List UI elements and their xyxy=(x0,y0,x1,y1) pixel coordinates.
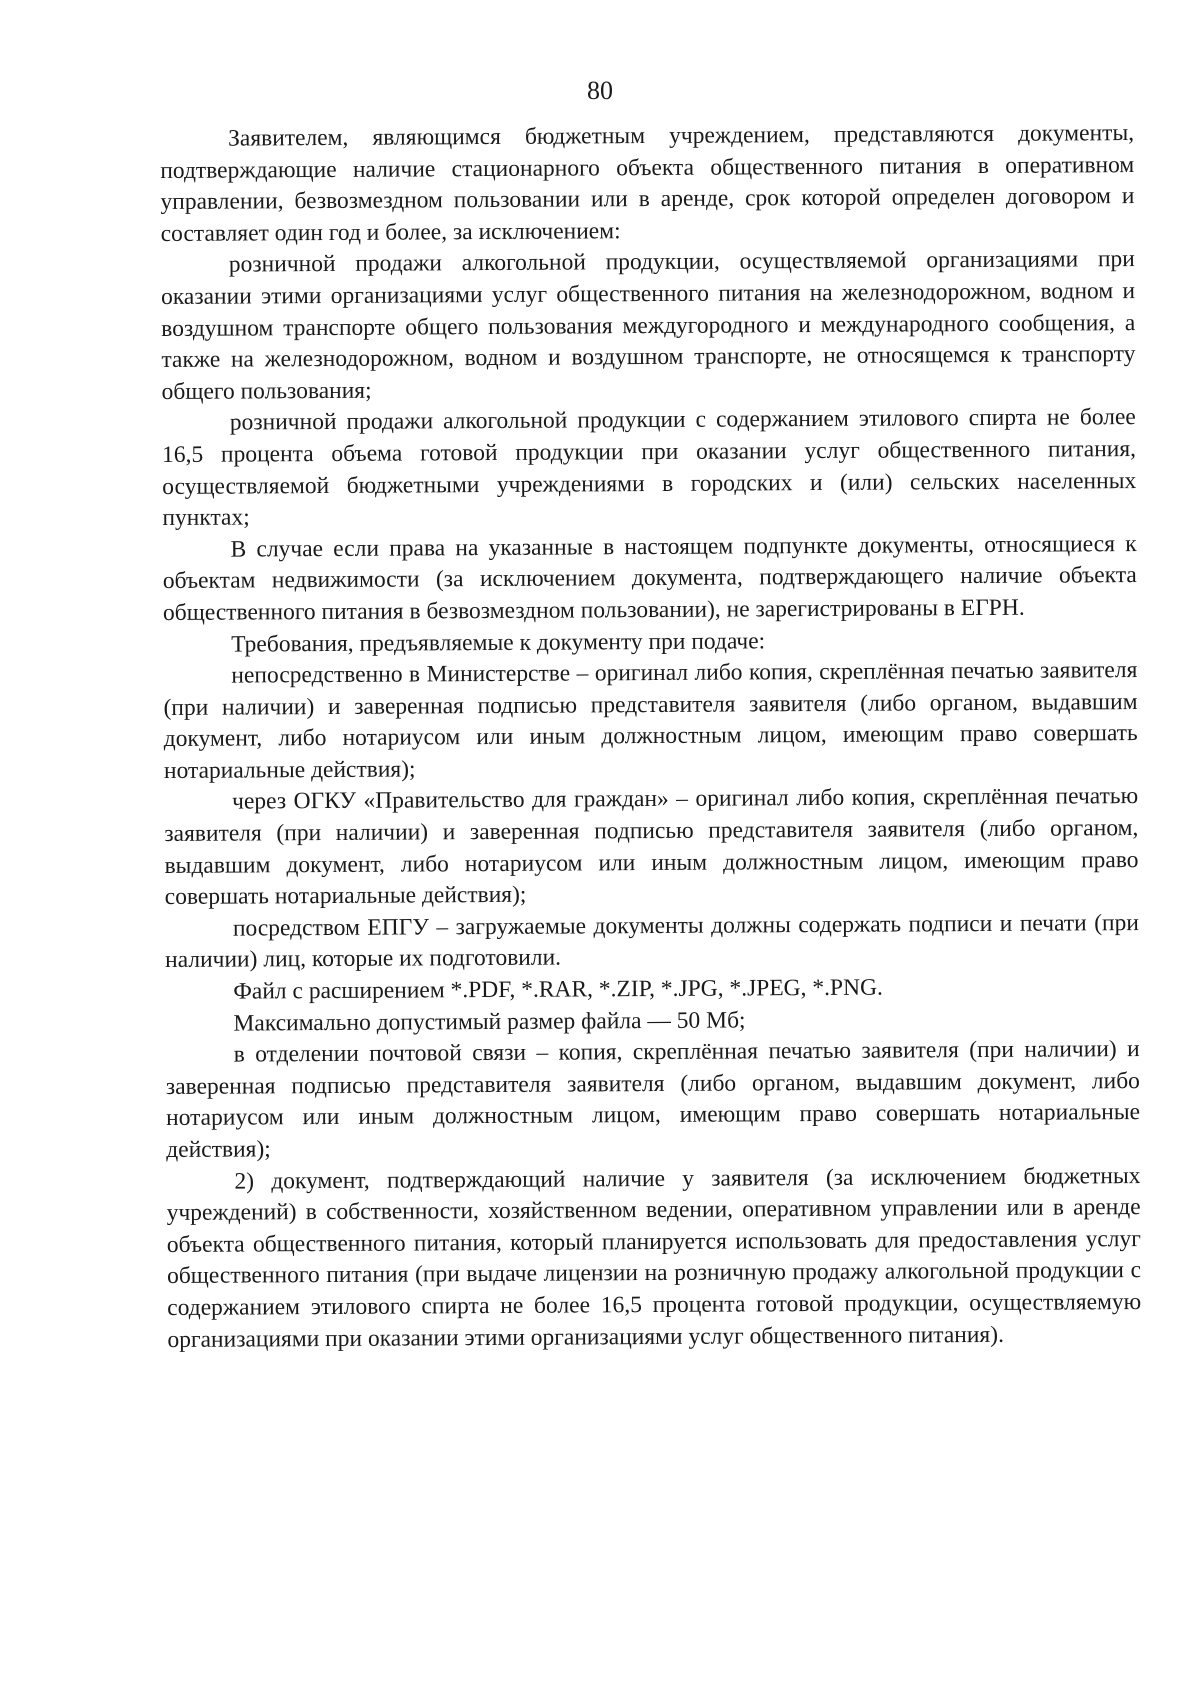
paragraph-epgu-submission: посредством ЕПГУ – загружаемые документы должны содержать подписи и печати (при наличии) лиц, которые их подготовили. xyxy=(165,909,1139,974)
document-body xyxy=(160,118,1142,1356)
page-number: 80 xyxy=(587,76,613,105)
paragraph-submission-requirements: Требования, предъявляемые к документу при подаче: xyxy=(231,627,766,658)
paragraph-egrn-registration: В случае если права на указанные в настоящем подпункте документы, относящиеся к объектам недвижимости (за исключением документа, подтверждающего наличие объекта общественного питания в безвозмездном пользовании), не зарегистрированы в ЕГРН. xyxy=(162,530,1137,626)
paragraph-max-file-size: Максимально допустимый размер файла — 50 Мб; xyxy=(233,1007,746,1037)
paragraph-ogku-submission: через ОГКУ «Правительство для граждан» – оригинал либо копия, скреплённая печатью заявителя (при наличии) и заверенная подписью представителя заявителя (либо органом, выдавшим документ, либо нотариусом или иным должностным лицом, имеющим право совершать нотариальные действия); xyxy=(164,783,1139,911)
paragraph-postal-submission: в отделении почтовой связи – копия, скреплённая печатью заявителя (при наличии) и заверенная подписью представителя заявителя (либо органом, выдавшим документ, либо нотариусом или иным должностным лицом, имеющим право совершать нотариальные действия); xyxy=(165,1036,1141,1163)
paragraph-exception-transport: розничной продажи алкогольной продукции, осуществляемой организациями при оказании этими организациями услуг общественного питания на железнодорожном, водном и воздушном транспорте общего пользования междугородного и международного сообщения, а также на железнодорожном, водном и воздушном транспорте, не относящемся к транспорту общего пользования; xyxy=(160,246,1136,405)
paragraph-file-extensions: Файл с расширением *.PDF, *.RAR, *.ZIP, *.JPG, *.JPEG, *.PNG. xyxy=(233,974,883,1005)
paragraph-exception-budget-catering: розничной продажи алкогольной продукции с содержанием этилового спирта не более 16,5 процента объема готовой продукции при оказании услуг общественного питания, осуществляемой бюджетными учреждениями в городских и (или) сельских населенных пунктах; xyxy=(161,404,1137,532)
paragraph-budget-institution-documents: Заявителем, являющимся бюджетным учреждением, представляются документы, подтверждающие наличие стационарного объекта общественного питания в оперативном управлении, безвозмездном пользовании или в аренде, срок которой определен договором и составляет один год и более, за исключением: xyxy=(160,120,1135,247)
paragraph-ministry-submission: непосредственно в Министерстве – оригинал либо копия, скреплённая печатью заявителя (при наличии) и заверенная подписью представителя заявителя (либо органом, выдавшим документ, либо нотариусом или иным должностным лицом, имеющим право совершать нотариальные действия); xyxy=(163,657,1138,784)
paragraph-item-2-document: 2) документ, подтверждающий наличие у заявителя (за исключением бюджетных учреждений) в собственности, хозяйственном ведении, оперативном управлении или в аренде объекта общественного питания, который планируется использовать для предоставления услуг общественного питания (при выдаче лицензии на розничную продажу алкогольной продукции с содержанием этилового спирта не более 16,5 процента готовой продукции, осуществляемую организациями при оказании этими организациями услуг общественного питания). xyxy=(166,1162,1142,1353)
